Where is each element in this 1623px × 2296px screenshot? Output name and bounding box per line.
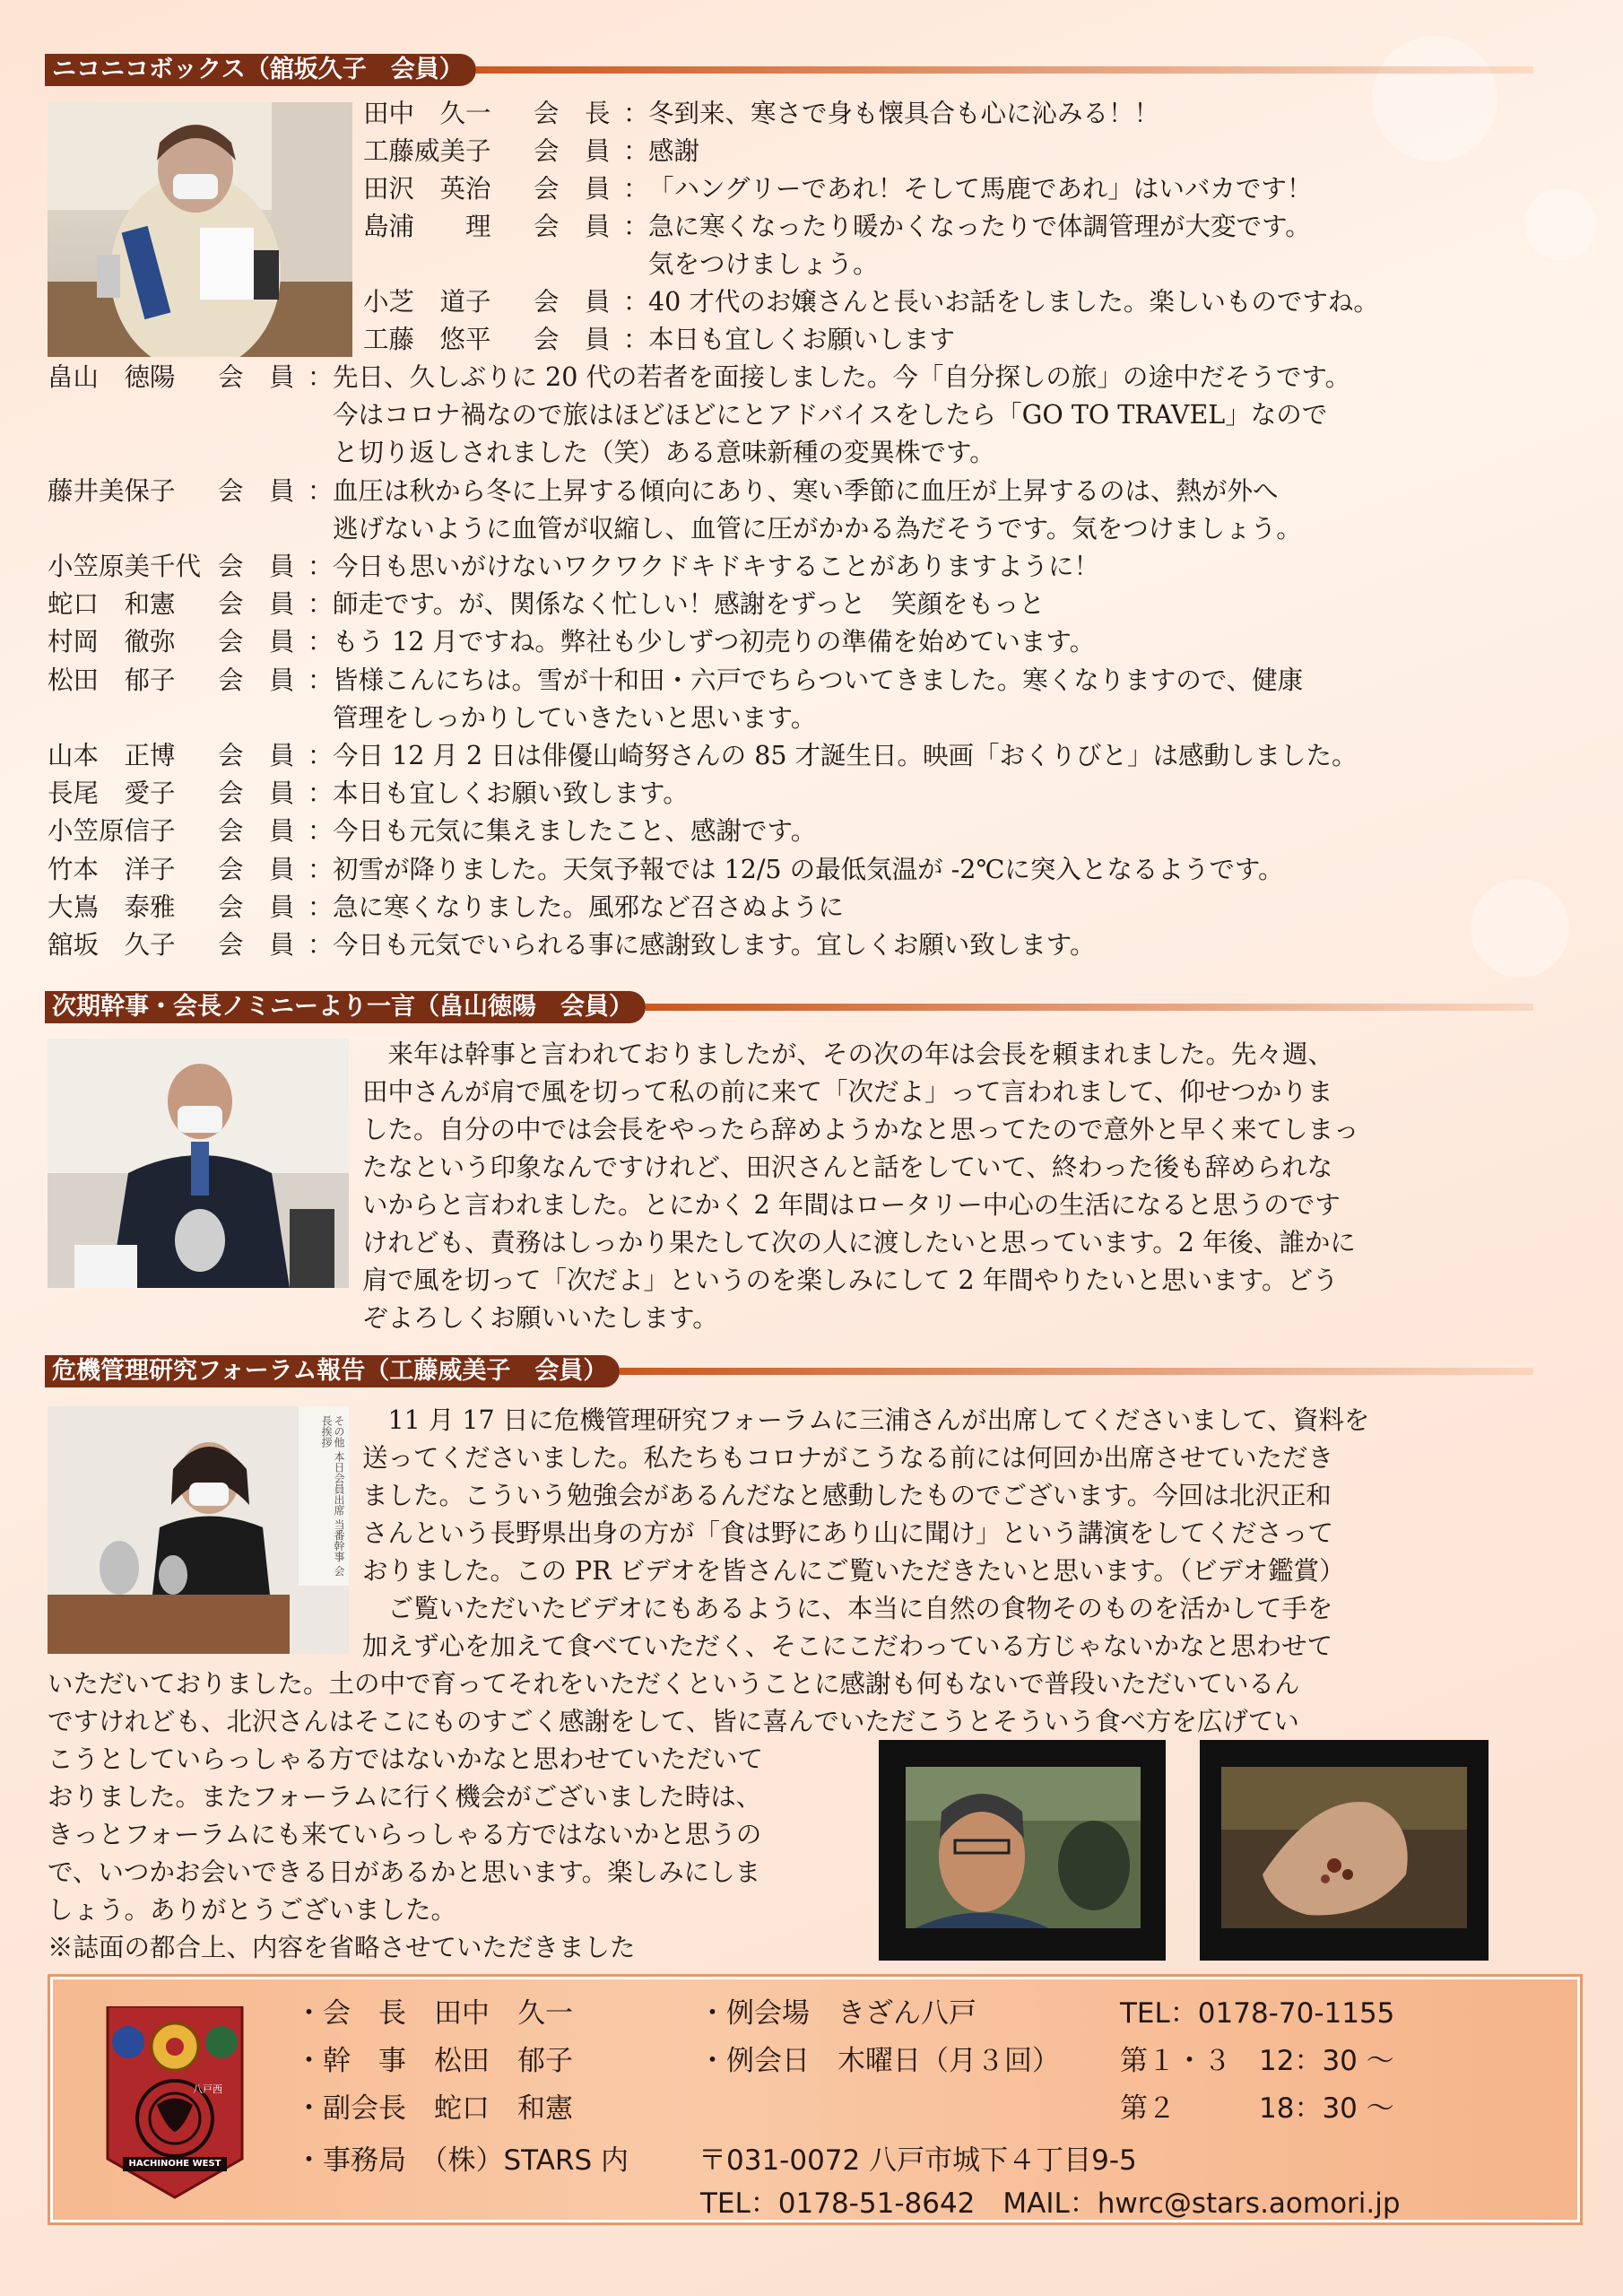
footer-meeting-day: ・例会日 木曜日（月３回） bbox=[699, 2045, 1060, 2077]
member-name: 大嶌 泰雅 bbox=[48, 891, 176, 922]
comment-text: 気をつけましょう。 bbox=[648, 249, 879, 279]
footer-secretary: ・幹 事 松田 郁子 bbox=[295, 2045, 573, 2077]
footer-address: 〒031-0072 八戸市城下４丁目9-5 bbox=[699, 2144, 1137, 2177]
logo-small-text: 八戸西 bbox=[193, 2083, 222, 2095]
section-title: ニコニコボックス（舘坂久子 会員） bbox=[45, 54, 476, 86]
colon: ： bbox=[308, 741, 334, 770]
member-role: 会 員 bbox=[218, 552, 295, 581]
forum-line: ですけれども、北沢さんはそこにものすごく感謝をして、皆に喜んでいただこうとそういう食べ方を広げてい bbox=[48, 1707, 1299, 1736]
footer-time-2: 第２ 18：30 〜 bbox=[1120, 2092, 1394, 2125]
footer-venue-tel: TEL：0178-70-1155 bbox=[1120, 1997, 1395, 2030]
niko-entry bbox=[48, 473, 1279, 510]
colon: ： bbox=[308, 665, 334, 695]
member-name: 竹本 洋子 bbox=[48, 854, 176, 884]
comment-text: 初雪が降りました。天気予報では 12/5 の最低気温が -2℃に突入となるようです。 bbox=[333, 854, 1284, 884]
colon: ： bbox=[623, 212, 649, 241]
niko-entry bbox=[48, 737, 1358, 775]
forum-line: 加えず心を加えて食べていただく、そこにこだわっている方じゃないかなと思わせて bbox=[362, 1631, 1333, 1661]
nominee-line: けれども、責務はしっかり果たして次の人に渡したいと思っています。2 年後、誰かに bbox=[362, 1228, 1356, 1257]
niko-entry bbox=[48, 359, 1350, 396]
member-name: 工藤威美子 bbox=[363, 136, 491, 166]
member-role: 会 員 bbox=[218, 741, 295, 770]
member-role: 会 員 bbox=[218, 665, 295, 695]
forum-line: おりました。この PR ビデオを皆さんにご覧いただきたいと思います。（ビデオ鑑賞） bbox=[362, 1556, 1345, 1586]
niko-entry-continuation bbox=[48, 434, 995, 472]
member-name: 村岡 徹弥 bbox=[48, 627, 176, 657]
niko-entry bbox=[48, 813, 816, 850]
logo-text: HACHINOHE WEST bbox=[128, 2159, 221, 2169]
forum-body-full bbox=[48, 1665, 1300, 1741]
niko-entry bbox=[363, 170, 1312, 208]
forum-line: いただいておりました。土の中で育ってそれをいただくということに感謝も何もないで普段いただいているん bbox=[48, 1669, 1300, 1699]
forum-body-top bbox=[362, 1402, 1369, 1665]
member-role: 会 長 bbox=[534, 99, 611, 128]
section-header-forum bbox=[45, 1355, 1533, 1387]
colon: ： bbox=[623, 174, 649, 204]
niko-entry bbox=[48, 548, 1099, 586]
member-name: 松田 郁子 bbox=[48, 665, 176, 695]
colon: ： bbox=[308, 362, 334, 392]
section-header-nominee bbox=[45, 991, 1533, 1023]
club-logo bbox=[103, 2006, 247, 2199]
photo-niko-speaker bbox=[48, 102, 352, 357]
colon: ： bbox=[308, 816, 334, 847]
member-name: 島浦 理 bbox=[363, 212, 491, 241]
member-name: 田沢 英治 bbox=[363, 174, 491, 204]
member-role: 会 員 bbox=[534, 287, 611, 317]
forum-line: しょう。ありがとうございました。 bbox=[48, 1895, 457, 1925]
photo-forum-speaker bbox=[48, 1406, 349, 1654]
photo-video-hand bbox=[1200, 1740, 1488, 1961]
footer-office: ・事務局 （株）STARS 内 bbox=[295, 2144, 629, 2177]
member-role: 会 員 bbox=[218, 589, 295, 620]
member-role: 会 員 bbox=[218, 854, 295, 884]
photo-video-face bbox=[879, 1740, 1166, 1961]
comment-text: 今日も元気でいられる事に感謝致します。宜しくお願い致します。 bbox=[333, 930, 1096, 960]
niko-entry-continuation bbox=[48, 510, 1302, 548]
colon: ： bbox=[308, 778, 334, 809]
niko-entry-continuation bbox=[48, 700, 816, 737]
niko-entry bbox=[363, 321, 955, 359]
comment-text: 「ハングリーであれ！そして馬鹿であれ」はいバカです！ bbox=[648, 174, 1313, 204]
member-role: 会 員 bbox=[218, 891, 295, 922]
niko-entry bbox=[48, 775, 689, 813]
comment-text: 今日 12 月 2 日は俳優山崎努さんの 85 才誕生日。映画「おくりびと」は感動しました。 bbox=[333, 741, 1358, 770]
nominee-line: たなという印象なんですけれど、田沢さんと話をしていて、終わった後も辞められな bbox=[362, 1152, 1333, 1182]
comment-text: 今日も思いがけないワクワクドキドキすることがありますように！ bbox=[333, 552, 1100, 581]
colon: ： bbox=[623, 287, 649, 317]
colon: ： bbox=[308, 552, 334, 581]
footer-venue: ・例会場 きざん八戸 bbox=[699, 1997, 976, 2030]
member-role: 会 員 bbox=[218, 930, 295, 960]
forum-line: さんという長野県出身の方が「食は野にあり山に聞け」という講演をしてくださって bbox=[362, 1518, 1334, 1548]
niko-entry bbox=[48, 586, 1045, 623]
niko-entry bbox=[363, 283, 1379, 321]
club-info-footer bbox=[50, 1977, 1580, 2222]
niko-entry bbox=[48, 889, 844, 926]
colon: ： bbox=[308, 589, 334, 620]
forum-line: ました。こういう勉強会があるんだなと感動したものでございます。今回は北沢正和 bbox=[362, 1481, 1332, 1510]
section-title: 次期幹事・会長ノミニーより一言（畠山徳陽 会員） bbox=[45, 991, 646, 1023]
comment-text: もう 12 月ですね。弊社も少しずつ初売りの準備を始めています。 bbox=[333, 627, 1096, 657]
member-role: 会 員 bbox=[218, 816, 295, 847]
member-role: 会 員 bbox=[218, 362, 295, 392]
footer-president: ・会 長 田中 久一 bbox=[295, 1997, 573, 2030]
forum-line: ※誌面の都合上、内容を省略させていただきました bbox=[48, 1933, 636, 1962]
forum-line: 11 月 17 日に危機管理研究フォーラムに三浦さんが出席してくださいまして、資料を bbox=[362, 1405, 1370, 1435]
footer-time-1: 第１・３ 12：30 〜 bbox=[1120, 2045, 1394, 2077]
footer-vice-president: ・副会長 蛇口 和憲 bbox=[295, 2092, 573, 2125]
member-name: 蛇口 和憲 bbox=[48, 589, 176, 620]
niko-entry bbox=[48, 623, 1095, 661]
comment-text: 40 才代のお嬢さんと長いお話をしました。楽しいものですね。 bbox=[648, 287, 1379, 317]
nominee-line: いからと言われました。とにかく 2 年間はロータリー中心の生活になると思うのです bbox=[362, 1190, 1341, 1220]
bokeh bbox=[1471, 879, 1569, 978]
niko-entry bbox=[48, 662, 1303, 700]
photo-nominee-speaker bbox=[48, 1039, 349, 1288]
comment-text: 急に寒くなったり暖かくなったりで体調管理が大変です。 bbox=[648, 212, 1311, 241]
nominee-line: 来年は幹事と言われておりましたが、その次の年は会長を頼まれました。先々週、 bbox=[362, 1039, 1334, 1069]
niko-entry bbox=[48, 926, 1095, 964]
member-name: 小芝 道子 bbox=[363, 287, 491, 317]
member-name: 藤井美保子 bbox=[48, 475, 176, 506]
nominee-line: ぞよろしくお願いいたします。 bbox=[362, 1303, 718, 1333]
comment-text: 皆様こんにちは。雪が十和田・六戸でちらついてきました。寒くなりますので、健康 bbox=[333, 665, 1304, 695]
forum-line: ご覧いただいたビデオにもあるように、本当に自然の食物そのものを活かして手を bbox=[362, 1594, 1333, 1623]
niko-entry bbox=[363, 208, 1311, 246]
comment-text: 師走です。が、関係なく忙しい！感謝をずっと 笑顔をもっと bbox=[333, 589, 1046, 620]
section-rule bbox=[646, 1004, 1533, 1011]
forum-line: きっとフォーラムにも来ていらっしゃる方ではないかと思うの bbox=[48, 1820, 762, 1849]
comment-text: 今日も元気に集えましたこと、感謝です。 bbox=[333, 816, 817, 847]
nominee-body bbox=[362, 1036, 1359, 1337]
comment-text: 逃げないように血管が収縮し、血管に圧がかかる為だそうです。気をつけましょう。 bbox=[333, 513, 1302, 544]
member-name: 舘坂 久子 bbox=[48, 930, 176, 960]
forum-body-bottom bbox=[48, 1741, 763, 1967]
colon: ： bbox=[623, 325, 649, 354]
member-name: 小笠原美千代 bbox=[48, 552, 202, 581]
comment-text: と切り返しされました（笑）ある意味新種の変異株です。 bbox=[333, 438, 995, 468]
niko-entry-continuation bbox=[48, 396, 1327, 434]
member-name: 田中 久一 bbox=[363, 99, 491, 128]
comment-text: 冬到来、寒さで身も懐具合も心に沁みる！！ bbox=[648, 99, 1160, 128]
bokeh bbox=[1524, 188, 1596, 260]
comment-text: 管理をしっかりしていきたいと思います。 bbox=[333, 702, 817, 733]
colon: ： bbox=[308, 475, 334, 506]
nominee-line: 田中さんが肩で風を切って私の前に来て「次だよ」って言われまして、仰せつかりま bbox=[362, 1077, 1333, 1107]
niko-entry bbox=[363, 133, 699, 170]
colon: ： bbox=[308, 891, 334, 922]
footer-contact: TEL：0178-51-8642 MAIL：hwrc@stars.aomori.jp bbox=[700, 2187, 1401, 2220]
niko-entry bbox=[48, 851, 1284, 889]
member-name: 工藤 悠平 bbox=[363, 325, 491, 354]
nominee-line: 肩で風を切って「次だよ」というのを楽しみにして 2 年間やりたいと思います。どう bbox=[362, 1265, 1339, 1295]
member-role: 会 員 bbox=[534, 212, 611, 241]
forum-board-text: その他 本日会員出席 当番幹事 会長挨拶 bbox=[320, 1415, 345, 1577]
colon: ： bbox=[623, 99, 649, 128]
section-title: 危機管理研究フォーラム報告（工藤威美子 会員） bbox=[45, 1355, 620, 1387]
colon: ： bbox=[308, 854, 334, 884]
member-role: 会 員 bbox=[218, 627, 295, 657]
member-role: 会 員 bbox=[218, 778, 295, 809]
forum-line: 送ってくださいました。私たちもコロナがこうなる前には何回か出席させていただき bbox=[362, 1443, 1334, 1473]
member-name: 長尾 愛子 bbox=[48, 778, 176, 809]
niko-entry bbox=[363, 246, 879, 283]
section-rule bbox=[620, 1368, 1533, 1375]
member-role: 会 員 bbox=[218, 475, 295, 506]
nominee-line: した。自分の中では会長をやったら辞めようかなと思ってたので意外と早く来てしまっ bbox=[362, 1115, 1359, 1144]
comment-text: 今はコロナ禍なので旅はほどほどにとアドバイスをしたら「GO TO TRAVEL」なので bbox=[333, 400, 1328, 430]
member-role: 会 員 bbox=[534, 136, 611, 166]
member-role: 会 員 bbox=[534, 325, 611, 354]
comment-text: 血圧は秋から冬に上昇する傾向にあり、寒い季節に血圧が上昇するのは、熱が外へ bbox=[333, 475, 1279, 506]
section-header-niko bbox=[45, 54, 1533, 86]
member-name: 畠山 徳陽 bbox=[48, 362, 176, 392]
colon: ： bbox=[308, 627, 334, 657]
forum-line: こうとしていらっしゃる方ではないかなと思わせていただいて bbox=[48, 1744, 764, 1774]
section-rule bbox=[476, 66, 1533, 74]
member-name: 山本 正博 bbox=[48, 741, 176, 770]
member-role: 会 員 bbox=[534, 174, 611, 204]
comment-text: 急に寒くなりました。風邪など召さぬように bbox=[333, 891, 845, 922]
colon: ： bbox=[623, 136, 649, 166]
member-name: 小笠原信子 bbox=[48, 816, 176, 847]
niko-entry bbox=[363, 95, 1159, 133]
comment-text: 本日も宜しくお願い致します。 bbox=[333, 778, 689, 809]
forum-line: で、いつかお会いできる日があるかと思います。楽しみにしま bbox=[48, 1857, 761, 1887]
comment-text: 感謝 bbox=[648, 136, 700, 166]
comment-text: 本日も宜しくお願いします bbox=[648, 325, 956, 354]
comment-text: 先日、久しぶりに 20 代の若者を面接しました。今「自分探しの旅」の途中だそうです。 bbox=[333, 362, 1351, 392]
forum-line: おりました。またフォーラムに行く機会がございました時は、 bbox=[48, 1782, 762, 1812]
colon: ： bbox=[308, 930, 334, 960]
